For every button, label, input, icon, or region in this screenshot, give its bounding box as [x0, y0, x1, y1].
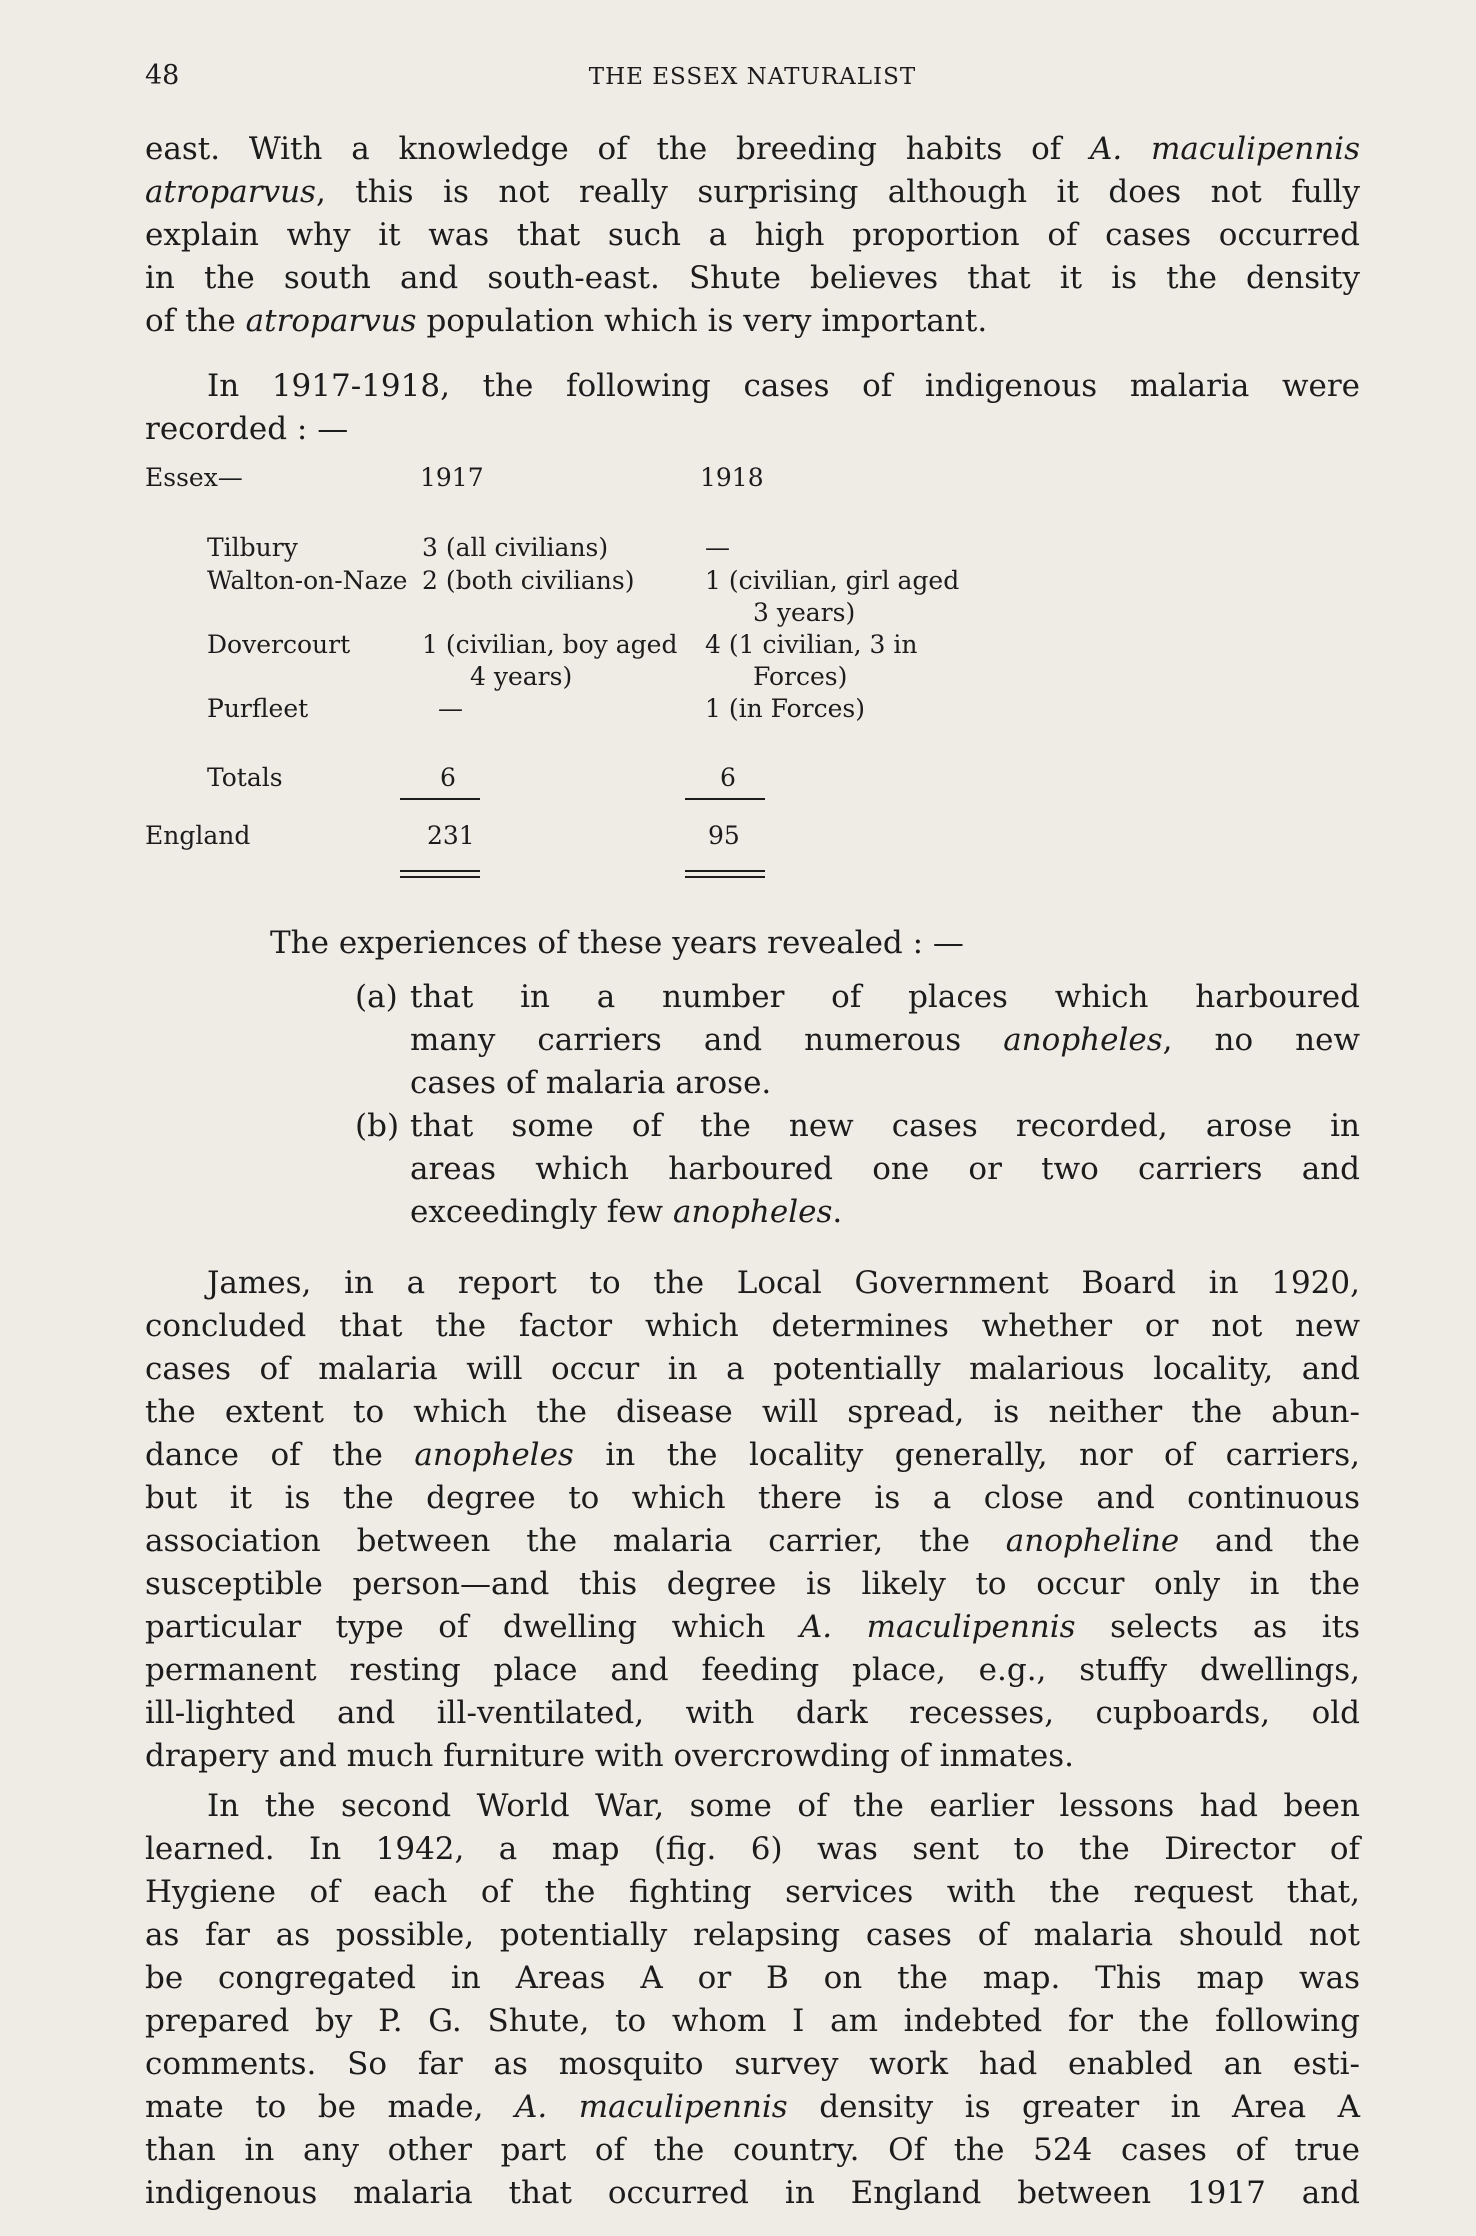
- text-line: In the second World War, some of the earlier lessons had been: [207, 1788, 1360, 1824]
- text-line: James, in a report to the Local Government Board in 1920,: [207, 1265, 1360, 1301]
- text-line: areas which harboured one or two carriers and: [410, 1151, 1360, 1187]
- running-title: THE ESSEX NATURALIST: [588, 64, 917, 90]
- totals-1918: 6: [720, 763, 736, 792]
- column-header-1917: 1917: [420, 463, 484, 492]
- text-line: cases of malaria will occur in a potentially malarious locality, and: [145, 1351, 1360, 1387]
- text-line: recorded : —: [145, 411, 349, 447]
- page-header: [145, 60, 1360, 100]
- text-line: learned. In 1942, a map (fig. 6) was sent to the Director of: [145, 1831, 1360, 1867]
- column-header-1918: 1918: [700, 463, 764, 492]
- england-1918: 95: [708, 821, 740, 850]
- cases-1918-continued: 3 years): [753, 598, 856, 627]
- text-line: permanent resting place and feeding place, e.g., stuffy dwellings,: [145, 1652, 1360, 1688]
- cases-1917: —: [438, 694, 463, 723]
- text-line: that in a number of places which harboured: [410, 979, 1360, 1015]
- text-line: than in any other part of the country. Of the 524 cases of true: [145, 2132, 1360, 2168]
- england-1917: 231: [427, 821, 475, 850]
- text-line: ill-lighted and ill-ventilated, with dark recesses, cupboards, old: [145, 1695, 1360, 1731]
- list-item-text: [332, 1105, 1360, 1234]
- text-line: The experiences of these years revealed : —: [270, 925, 964, 961]
- text-line: prepared by P. G. Shute, to whom I am indebted for the following: [145, 2003, 1360, 2039]
- cases-1918-continued: Forces): [753, 662, 848, 691]
- england-label: England: [145, 821, 251, 850]
- totals-rule-1918: [685, 798, 765, 800]
- text-line: association between the malaria carrier, the anopheline and the: [145, 1523, 1360, 1559]
- text-line: of the atroparvus population which is very important.: [145, 303, 988, 339]
- england-rule-1918: [685, 870, 765, 872]
- text-line: susceptible person—and this degree is likely to occur only in the: [145, 1566, 1360, 1602]
- paragraph-experiences-intro: [145, 922, 1360, 965]
- cases-1918: —: [705, 533, 730, 562]
- totals-1917: 6: [440, 763, 456, 792]
- text-line: Hygiene of each of the fighting services with the request that,: [145, 1874, 1360, 1910]
- text-line: that some of the new cases recorded, arose in: [410, 1108, 1360, 1144]
- text-line: mate to be made, A. maculipennis density is greater in Area A: [145, 2089, 1360, 2125]
- place-walton-on-naze: Walton-on-Naze: [207, 566, 408, 595]
- text-line: particular type of dwelling which A. maculipennis selects as its: [145, 1609, 1360, 1645]
- cases-1917: 2 (both civilians): [422, 566, 635, 595]
- text-line: exceedingly few anopheles.: [410, 1194, 843, 1230]
- text-line: atroparvus, this is not really surprising although it does not fully: [145, 174, 1360, 210]
- paragraph-breeding-habits: [145, 128, 1360, 343]
- cases-1918: 4 (1 civilian, 3 in: [705, 630, 918, 659]
- totals-rule-1917: [400, 798, 480, 800]
- text-line: the extent to which the disease will spread, is neither the abun-: [145, 1394, 1360, 1430]
- text-line: In 1917-1918, the following cases of indigenous malaria were: [207, 368, 1360, 404]
- totals-label: Totals: [207, 763, 283, 792]
- paragraph-second-world-war: [145, 1785, 1360, 2215]
- text-line: explain why it was that such a high proportion of cases occurred: [145, 217, 1360, 253]
- region-label: Essex—: [145, 463, 243, 492]
- text-line: in the south and south-east. Shute believes that it is the density: [145, 260, 1360, 296]
- text-line: indigenous malaria that occurred in England between 1917 and: [145, 2175, 1360, 2211]
- list-item-label: (b): [355, 1108, 400, 1144]
- text-line: comments. So far as mosquito survey work had enabled an esti-: [145, 2046, 1360, 2082]
- text-line: east. With a knowledge of the breeding habits of A. maculipennis: [145, 131, 1360, 167]
- cases-1917: 3 (all civilians): [422, 533, 609, 562]
- paragraph-james-report: [145, 1262, 1360, 1778]
- text-line: be congregated in Areas A or B on the map. This map was: [145, 1960, 1360, 1996]
- experiences-list: [145, 976, 1360, 1236]
- england-rule-1917: [400, 870, 480, 872]
- list-item-label: (a): [355, 979, 398, 1015]
- cases-1918: 1 (civilian, girl aged: [705, 566, 960, 595]
- text-line: dance of the anopheles in the locality generally, nor of carriers,: [145, 1437, 1360, 1473]
- page-number: 48: [145, 60, 180, 91]
- text-line: drapery and much furniture with overcrowding of inmates.: [145, 1738, 1074, 1774]
- cases-1918: 1 (in Forces): [705, 694, 866, 723]
- text-line: but it is the degree to which there is a close and continuous: [145, 1480, 1360, 1516]
- list-item-text: [332, 976, 1360, 1105]
- place-dovercourt: Dovercourt: [207, 630, 351, 659]
- cases-1917-continued: 4 years): [470, 662, 573, 691]
- text-line: as far as possible, potentially relapsing cases of malaria should not: [145, 1917, 1360, 1953]
- england-double-rule-1917: [400, 876, 480, 878]
- text-line: cases of malaria arose.: [410, 1065, 772, 1101]
- place-tilbury: Tilbury: [207, 533, 298, 562]
- paragraph-cases-intro: [145, 365, 1360, 451]
- place-purfleet: Purfleet: [207, 694, 309, 723]
- england-double-rule-1918: [685, 876, 765, 878]
- text-line: many carriers and numerous anopheles, no new: [410, 1022, 1360, 1058]
- cases-1917: 1 (civilian, boy aged: [422, 630, 678, 659]
- text-line: concluded that the factor which determines whether or not new: [145, 1308, 1360, 1344]
